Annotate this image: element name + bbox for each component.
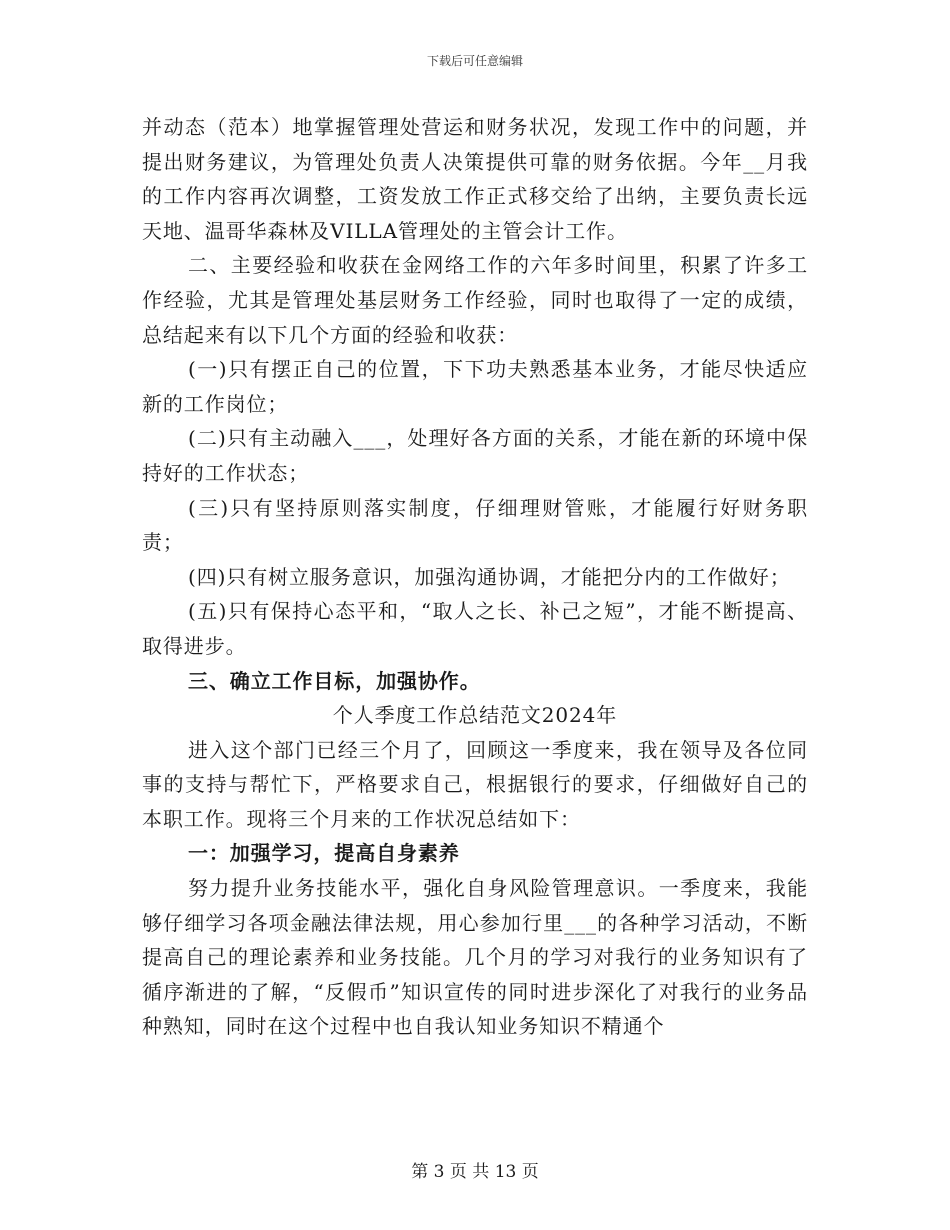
list-item-3: (三)只有坚持原则落实制度，仔细理财管账，才能履行好财务职责； xyxy=(142,495,808,555)
list-item-5: (五)只有保持心态平和，“取人之长、补己之短”，才能不断提高、取得进步。 xyxy=(142,599,808,658)
page-header: 下载后可任意编辑 xyxy=(426,54,523,68)
list-item-4: (四)只有树立服务意识，加强沟通协调，才能把分内的工作做好； xyxy=(188,564,791,589)
section-heading-3: 三、确立工作目标，加强协作。 xyxy=(188,668,481,693)
page-footer: 第 3 页 共 13 页 xyxy=(411,1162,539,1182)
paragraph-study: 努力提升业务技能水平，强化自身风险管理意识。一季度来，我能够仔细学习各项金融法律法规，用心参加行里___的各种学习活动，不断提高自己的理论素养和业务技能。几个月的学习对我行的业务知识有了循序渐进的了解，“反假币”知识宣传的同时进步深化了对我行的业务品种熟知，同时在这个过程中也自我认知业务知识不精通个 xyxy=(142,876,808,1039)
paragraph-1: 并动态（范本）地掌握管理处营运和财务状况，发现工作中的问题，并提出财务建议，为管理处负责人决策提供可靠的财务依据。今年__月我的工作内容再次调整，工资发放工作正式移交给了出纳，主要负责长远天地、温哥华森林及VILLA管理处的主管会计工作。 xyxy=(142,115,808,243)
paragraph-2: 二、主要经验和收获在金网络工作的六年多时间里，积累了许多工作经验，尤其是管理处基层财务工作经验，同时也取得了一定的成绩，总结起来有以下几个方面的经验和收获： xyxy=(142,253,808,347)
article-title: 个人季度工作总结范文2024年 xyxy=(332,703,618,728)
section-heading-1: 一：加强学习，提高自身素养 xyxy=(188,841,460,866)
list-item-1: (一)只有摆正自己的位置，下下功夫熟悉基本业务，才能尽快适应新的工作岗位； xyxy=(142,357,808,416)
paragraph-intro: 进入这个部门已经三个月了，回顾这一季度来，我在领导及各位同事的支持与帮忙下，严格要求自己，根据银行的要求，仔细做好自己的本职工作。现将三个月来的工作状况总结如下： xyxy=(142,737,808,831)
list-item-2: (二)只有主动融入___，处理好各方面的关系，才能在新的环境中保持好的工作状态； xyxy=(142,426,808,485)
document-body xyxy=(142,110,808,1044)
